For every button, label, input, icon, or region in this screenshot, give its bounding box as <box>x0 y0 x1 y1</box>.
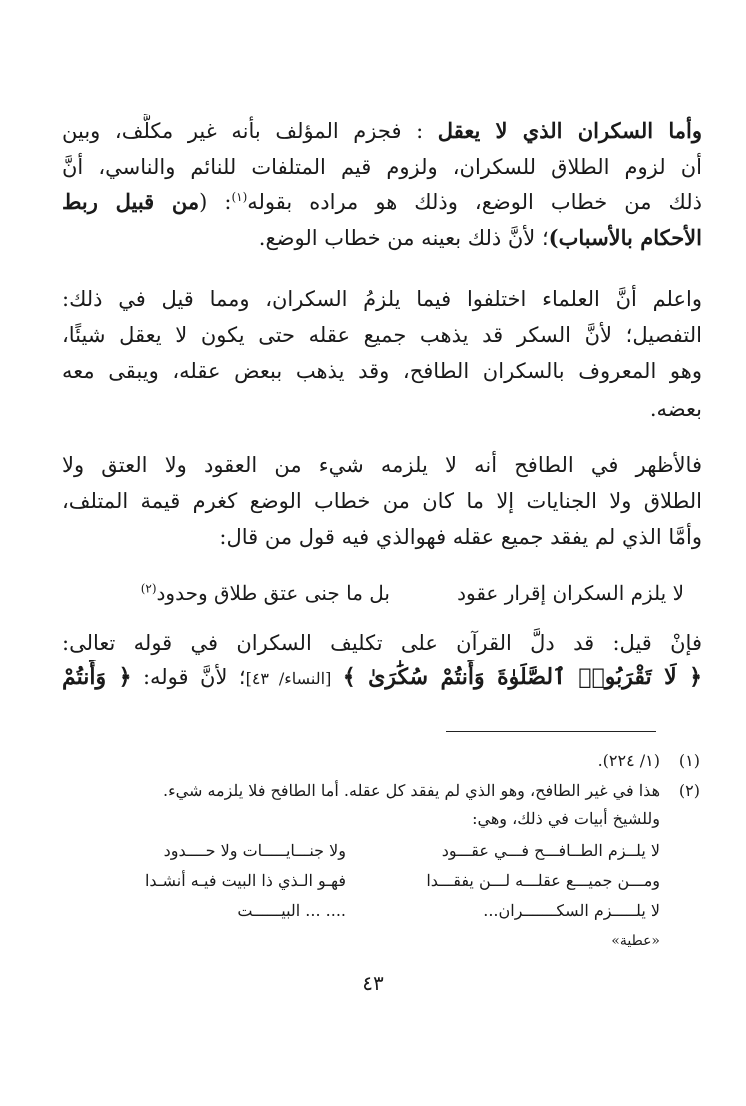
bold-phrase: الأحكام بالأسباب) <box>548 225 702 250</box>
paragraph-3-line-2: الطلاق ولا الجنايات إلا ما كان من خطاب الوضع كغرم قيمة المتلف، <box>62 489 702 513</box>
text-run: بل ما جنى عتق طلاق وحدود <box>156 581 390 605</box>
footnote-verse-1-second: ولا جنـــايـــــات ولا حــــدود <box>163 841 346 860</box>
text-run: ؛ لأنَّ قوله: <box>142 665 246 689</box>
footnote-verse-1-first: لا يلــزم الطــافـــح فـــي عقـــود <box>441 841 660 860</box>
bold-phrase: من قبيل ربط <box>62 189 200 214</box>
footnote-verse-2-second: فهـو الـذي ذا البيت فيـه أنشـدا <box>144 871 346 890</box>
paragraph-2-line-1: واعلم أنَّ العلماء اختلفوا فيما يلزمُ السكران، ومما قيل في ذلك: <box>62 287 702 311</box>
footnote-1-number: (١) <box>678 751 700 770</box>
footnote-2-line-2: وللشيخ أبيات في ذلك، وهي: <box>472 809 660 828</box>
paragraph-2-line-2: التفصيل؛ لأنَّ السكر قد يذهب جميع عقله حتى يكون لا يعقل شيئًا، <box>62 323 702 347</box>
paragraph-1-line-1 <box>62 114 702 148</box>
paragraph-2-line-4: بعضه. <box>649 397 702 421</box>
paragraph-1-line-2: أن لزوم الطلاق للسكران، ولزوم قيم المتلفات للنائم والناسي، أنَّ <box>62 155 702 179</box>
footnote-verse-3-second: .... ... البيــــــت <box>237 901 346 920</box>
footnote-signature: «عطية» <box>611 933 660 949</box>
verse-second-hemistich <box>141 576 390 610</box>
footnote-marker-2: (٢) <box>140 581 157 596</box>
paragraph-1-line-3 <box>62 185 702 219</box>
footnote-verse-2-first: ومـــن جميـــع عقلـــه لـــن يفقـــدا <box>426 871 660 890</box>
paragraph-4-line-2 <box>62 660 702 694</box>
bold-phrase: وأما السكران الذي لا يعقل <box>437 118 702 143</box>
quran-verse: ﴿ لَا تَقْرَبُوا۟ ٱلصَّلَوٰةَ وَأَنتُمْ سُكَٰرَىٰ ﴾ <box>342 664 702 690</box>
footnote-verse-3-first: لا يلـــــزم السكـــــــران... <box>483 901 660 920</box>
paragraph-3-line-1: فالأظهر في الطافح أنه لا يلزمه شيء من العقود ولا العتق ولا <box>62 453 702 477</box>
footnote-2-number: (٢) <box>678 781 700 800</box>
page-number: ٤٣ <box>362 971 384 995</box>
quran-verse-continued: ﴿ وَأَنتُمْ <box>62 664 132 690</box>
paragraph-1-line-4 <box>62 221 702 255</box>
paragraph-2-line-3: وهو المعروف بالسكران الطافح، وقد يذهب ببعض عقله، ويبقى معه <box>62 359 702 383</box>
paragraph-3-line-3: وأمَّا الذي لم يفقد جميع عقله فهوالذي فيه قول من قال: <box>219 525 702 549</box>
surah-reference: [النساء/ ٤٣] <box>245 669 332 688</box>
text-run: : ( <box>199 190 232 214</box>
text-run: ذلك من خطاب الوضع، وذلك هو مراده بقوله <box>247 190 702 214</box>
text-run: : فجزم المؤلف بأنه غير مكلَّف، وبين <box>62 119 424 143</box>
footnote-separator <box>446 731 656 732</box>
verse-first-hemistich: لا يلزم السكران إقرار عقود <box>457 581 684 605</box>
footnote-1-text: (١/ ٢٢٤). <box>597 751 660 770</box>
footnote-2-line-1: هذا في غير الطافح، وهو الذي لم يفقد كل عقله. أما الطافح فلا يلزمه شيء. <box>163 781 660 800</box>
paragraph-4-line-1: فإنْ قيل: قد دلَّ القرآن على تكليف السكران في قوله تعالى: <box>62 631 702 655</box>
footnote-marker-1: (١) <box>231 190 248 204</box>
text-run: ؛ لأنَّ ذلك بعينه من خطاب الوضع. <box>258 226 549 250</box>
